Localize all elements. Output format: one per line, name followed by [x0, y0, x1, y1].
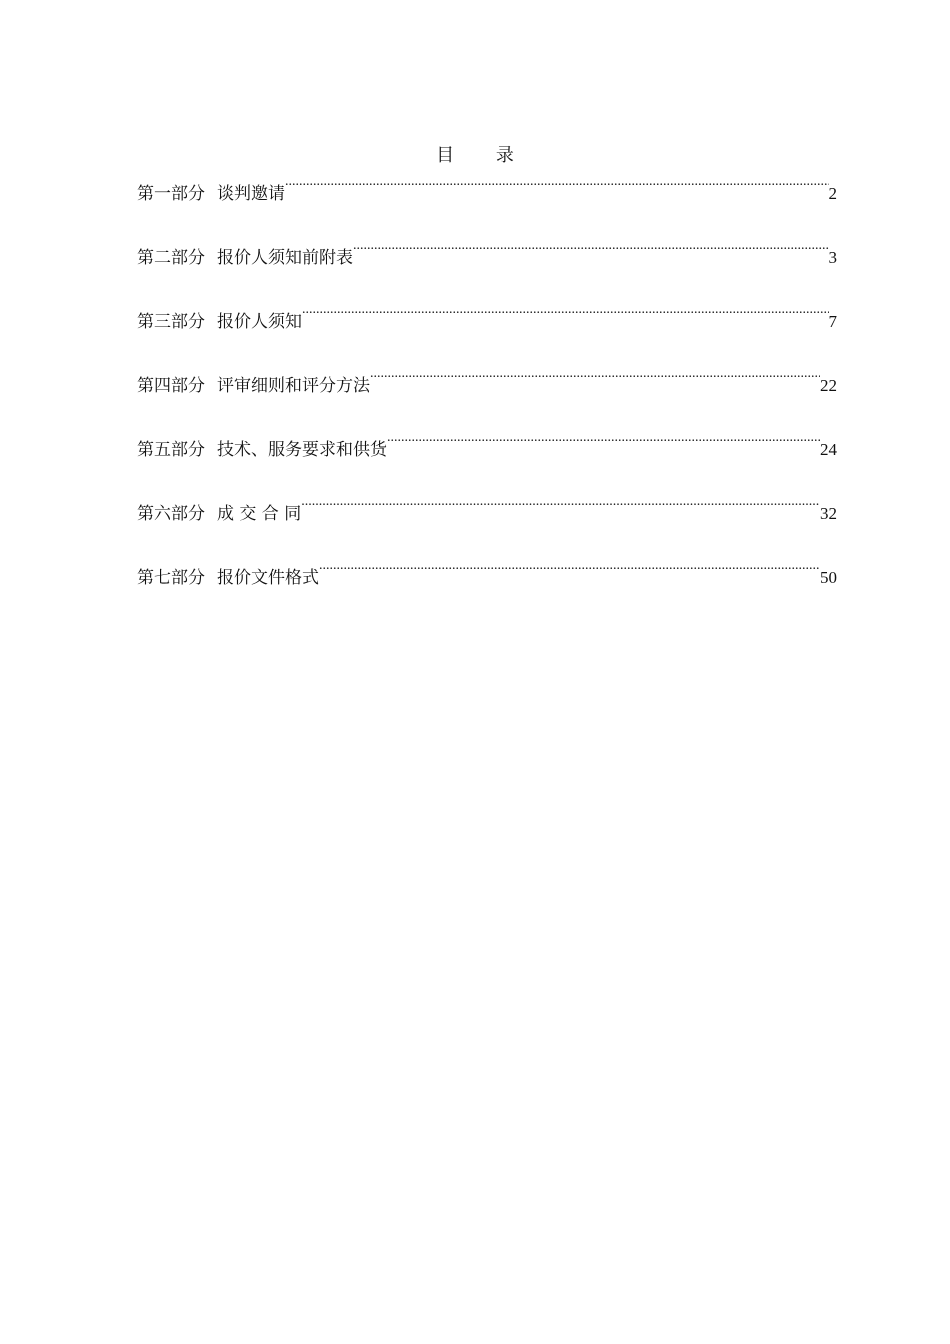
toc-entry-page-number: 32 — [820, 504, 837, 523]
toc-entry-page-number: 24 — [820, 440, 837, 459]
toc-entry[interactable] — [137, 365, 837, 429]
toc-entry-page-number: 50 — [820, 568, 837, 587]
toc-entry[interactable] — [137, 301, 837, 365]
toc-dot-leader — [285, 173, 829, 199]
toc-entry-label: 报价人须知前附表 — [217, 248, 353, 268]
toc-entry[interactable] — [137, 493, 837, 557]
toc-entry-part: 第四部分 — [137, 376, 205, 396]
toc-entry-part: 第六部分 — [137, 504, 205, 524]
toc-entry-part: 第五部分 — [137, 440, 205, 460]
toc-title: 目 录 — [436, 145, 532, 166]
toc-entry-part: 第二部分 — [137, 248, 205, 268]
toc-entry-page-number: 2 — [828, 184, 837, 203]
toc-dot-leader — [370, 365, 820, 391]
toc-entry-page-number: 7 — [828, 312, 837, 331]
toc-entry-page-number: 22 — [820, 376, 837, 395]
toc-entry-label: 评审细则和评分方法 — [217, 376, 370, 396]
toc-entry-label: 报价文件格式 — [217, 568, 319, 588]
toc-entry-page-number: 3 — [828, 248, 837, 267]
toc-dot-leader — [353, 237, 829, 263]
toc-entry[interactable] — [137, 557, 837, 621]
toc-entry[interactable] — [137, 237, 837, 301]
toc-dot-leader — [319, 557, 820, 583]
toc-entry-label: 成 交 合 同 — [217, 504, 302, 524]
toc-entry-label: 技术、服务要求和供货 — [217, 440, 387, 460]
toc-dot-leader — [302, 301, 829, 327]
toc-dot-leader — [301, 493, 820, 519]
toc-entry[interactable] — [137, 173, 837, 237]
toc-entry[interactable] — [137, 429, 837, 493]
toc-list — [137, 173, 837, 621]
toc-entry-part: 第七部分 — [137, 568, 205, 588]
toc-entry-part: 第一部分 — [137, 184, 205, 204]
toc-entry-label: 报价人须知 — [217, 312, 302, 332]
toc-dot-leader — [387, 429, 820, 455]
toc-entry-label: 谈判邀请 — [217, 184, 285, 204]
toc-entry-part: 第三部分 — [137, 312, 205, 332]
